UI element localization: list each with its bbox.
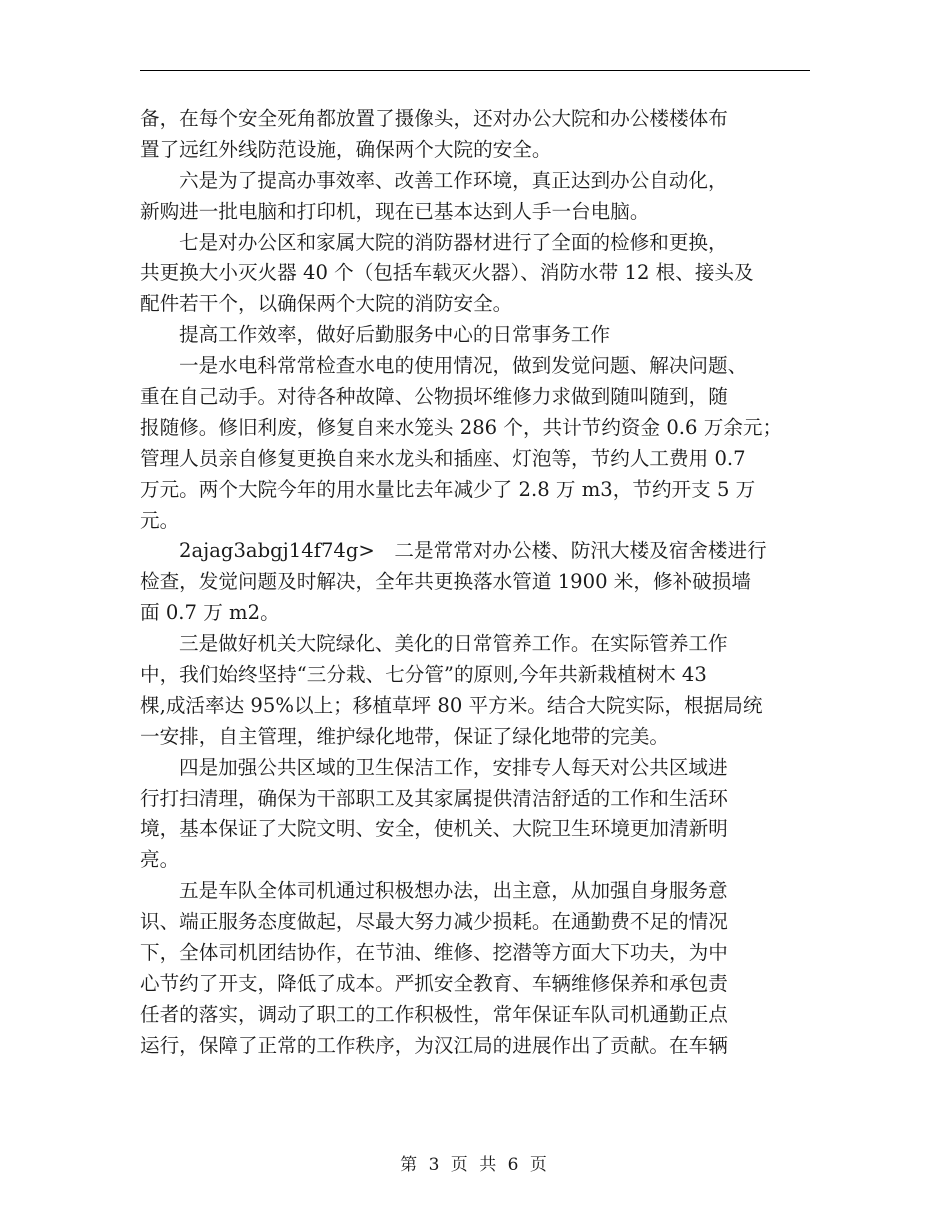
text-line: 检查，发觉问题及时解决，全年共更换落水管道 1900 米，修补破损墙 xyxy=(140,570,751,594)
text-line: 五是车队全体司机通过积极想办法，出主意，从加强自身服务意 xyxy=(179,879,728,903)
text-line: 亮。 xyxy=(140,848,180,872)
text-line: 四是加强公共区域的卫生保洁工作，安排专人每天对公共区域进 xyxy=(179,755,728,779)
text-line: 心节约了开支，降低了成本。严抓安全教育、车辆维修保养和承包责 xyxy=(140,971,728,995)
text-line: 运行，保障了正常的工作秩序，为汉江局的进展作出了贡献。在车辆 xyxy=(140,1033,728,1057)
text-line: 六是为了提高办事效率、改善工作环境，真正达到办公自动化， xyxy=(179,168,728,192)
text-line: 共更换大小灭火器 40 个（包括车载灭火器）、消防水带 12 根、接头及 xyxy=(140,261,754,285)
text-line: 任者的落实，调动了职工的工作积极性，常年保证车队司机通勤正点 xyxy=(140,1002,728,1026)
text-line: 备，在每个安全死角都放置了摄像头，还对办公大院和办公楼楼体布 xyxy=(140,107,728,130)
text-line: 下，全体司机团结协作，在节油、维修、挖潜等方面大下功夫，为中 xyxy=(140,941,728,965)
text-line: 万元。两个大院今年的用水量比去年减少了 2.8 万 m3，节约开支 5 万 xyxy=(140,477,756,501)
text-line: 元。 xyxy=(140,508,180,532)
text-line: 识、端正服务态度做起，尽最大努力减少损耗。在通勤费不足的情况 xyxy=(140,910,728,934)
text-line: 一安排，自主管理，维护绿化地带，保证了绿化地带的完美。 xyxy=(140,724,670,748)
text-line: 管理人员亲自修复更换自来水龙头和插座、灯泡等，节约人工费用 0.7 xyxy=(140,446,746,470)
header-rule xyxy=(140,70,810,71)
text-line: 置了远红外线防范设施，确保两个大院的安全。 xyxy=(140,137,552,161)
section-heading: 提高工作效率，做好后勤服务中心的日常事务工作 xyxy=(179,323,611,347)
text-line: 2ajag3abgj14f74g> 二是常常对办公楼、防汛大楼及宿舍楼进行 xyxy=(179,539,767,563)
text-line: 重在自己动手。对待各种故障、公物损坏维修力求做到随叫随到，随 xyxy=(140,385,728,409)
text-line: 三是做好机关大院绿化、美化的日常管养工作。在实际管养工作 xyxy=(179,632,728,656)
text-line: 中，我们始终坚持“三分栽、七分管”的原则,今年共新栽植树木 43 xyxy=(140,663,707,687)
text-line: 一是水电科常常检查水电的使用情况，做到发觉问题、解决问题、 xyxy=(179,354,748,378)
text-line: 行打扫清理，确保为干部职工及其家属提供清洁舒适的工作和生活环 xyxy=(140,786,728,810)
text-line: 新购进一批电脑和打印机，现在已基本达到人手一台电脑。 xyxy=(140,199,650,223)
body-text xyxy=(140,104,820,1062)
text-line: 报随修。修旧利废，修复自来水笼头 286 个，共计节约资金 0.6 万余元； xyxy=(140,415,783,439)
text-line: 境，基本保证了大院文明、安全，使机关、大院卫生环境更加清新明 xyxy=(140,817,728,841)
text-line: 棵,成活率达 95%以上；移植草坪 80 平方米。结合大院实际，根据局统 xyxy=(140,693,763,717)
text-line: 面 0.7 万 m2。 xyxy=(140,601,280,625)
text-line: 配件若干个，以确保两个大院的消防安全。 xyxy=(140,292,513,316)
text-line: 七是对办公区和家属大院的消防器材进行了全面的检修和更换， xyxy=(179,230,728,254)
page-number: 第 3 页 共 6 页 xyxy=(400,1155,550,1175)
